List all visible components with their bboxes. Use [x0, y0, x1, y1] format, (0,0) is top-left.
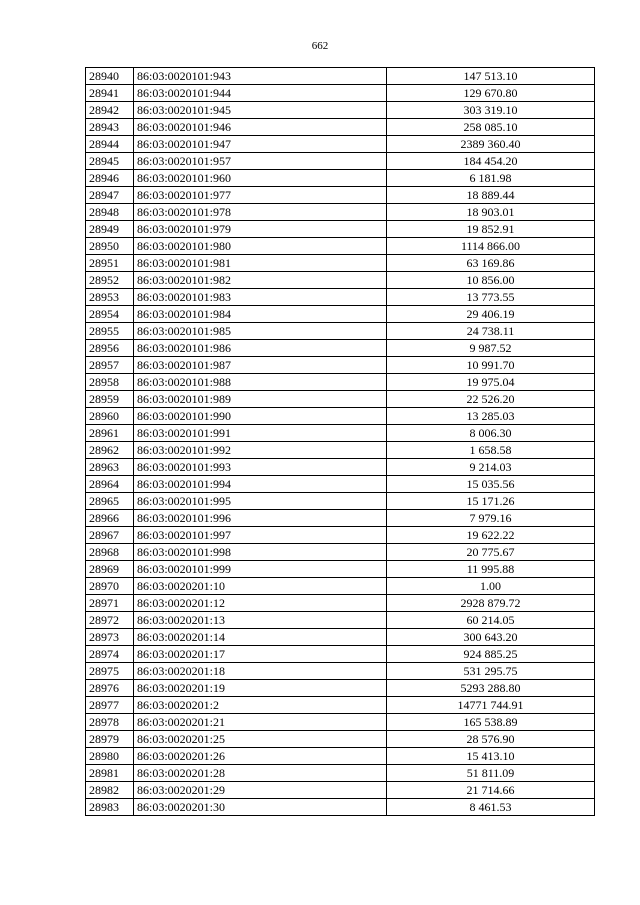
table-row	[86, 425, 595, 442]
cadastral-number: 86:03:0020101:989	[134, 391, 387, 408]
cadastral-value: 11 995.88	[387, 561, 595, 578]
table-row	[86, 221, 595, 238]
cadastral-value: 8 006.30	[387, 425, 595, 442]
table-row	[86, 527, 595, 544]
row-number: 28976	[86, 680, 134, 697]
row-number: 28944	[86, 136, 134, 153]
cadastral-number: 86:03:0020201:2	[134, 697, 387, 714]
cadastral-value: 147 513.10	[387, 68, 595, 85]
row-number: 28964	[86, 476, 134, 493]
row-number: 28948	[86, 204, 134, 221]
table-row	[86, 646, 595, 663]
cadastral-value: 258 085.10	[387, 119, 595, 136]
cadastral-value: 924 885.25	[387, 646, 595, 663]
row-number: 28966	[86, 510, 134, 527]
row-number: 28951	[86, 255, 134, 272]
row-number: 28947	[86, 187, 134, 204]
row-number: 28968	[86, 544, 134, 561]
cadastral-value: 21 714.66	[387, 782, 595, 799]
cadastral-number: 86:03:0020101:994	[134, 476, 387, 493]
table-row	[86, 153, 595, 170]
cadastral-value: 24 738.11	[387, 323, 595, 340]
table-row	[86, 578, 595, 595]
row-number: 28980	[86, 748, 134, 765]
cadastral-value: 13 773.55	[387, 289, 595, 306]
table-row	[86, 391, 595, 408]
cadastral-number: 86:03:0020101:946	[134, 119, 387, 136]
cadastral-value: 303 319.10	[387, 102, 595, 119]
table-row	[86, 714, 595, 731]
row-number: 28977	[86, 697, 134, 714]
cadastral-number: 86:03:0020101:943	[134, 68, 387, 85]
cadastral-number: 86:03:0020101:978	[134, 204, 387, 221]
table-row	[86, 289, 595, 306]
table-row	[86, 408, 595, 425]
cadastral-value: 20 775.67	[387, 544, 595, 561]
table-row	[86, 323, 595, 340]
cadastral-number: 86:03:0020201:12	[134, 595, 387, 612]
table-row	[86, 459, 595, 476]
cadastral-number: 86:03:0020101:979	[134, 221, 387, 238]
cadastral-value: 10 856.00	[387, 272, 595, 289]
row-number: 28961	[86, 425, 134, 442]
cadastral-value: 51 811.09	[387, 765, 595, 782]
cadastral-number: 86:03:0020101:995	[134, 493, 387, 510]
table-row	[86, 595, 595, 612]
cadastral-number: 86:03:0020101:982	[134, 272, 387, 289]
cadastral-number: 86:03:0020201:30	[134, 799, 387, 816]
table-row	[86, 187, 595, 204]
table-row	[86, 170, 595, 187]
cadastral-number: 86:03:0020101:987	[134, 357, 387, 374]
cadastral-number: 86:03:0020101:993	[134, 459, 387, 476]
table-row	[86, 85, 595, 102]
table-row	[86, 136, 595, 153]
table-row	[86, 799, 595, 816]
table-row	[86, 748, 595, 765]
row-number: 28957	[86, 357, 134, 374]
table-row	[86, 119, 595, 136]
cadastral-value: 29 406.19	[387, 306, 595, 323]
table-row	[86, 544, 595, 561]
row-number: 28974	[86, 646, 134, 663]
cadastral-value: 13 285.03	[387, 408, 595, 425]
cadastral-number: 86:03:0020101:947	[134, 136, 387, 153]
table-row	[86, 561, 595, 578]
cadastral-value: 18 903.01	[387, 204, 595, 221]
row-number: 28941	[86, 85, 134, 102]
row-number: 28952	[86, 272, 134, 289]
cadastral-number: 86:03:0020101:984	[134, 306, 387, 323]
table-row	[86, 765, 595, 782]
row-number: 28940	[86, 68, 134, 85]
cadastral-number: 86:03:0020101:988	[134, 374, 387, 391]
row-number: 28955	[86, 323, 134, 340]
cadastral-value: 15 171.26	[387, 493, 595, 510]
cadastral-value: 5293 288.80	[387, 680, 595, 697]
table-row	[86, 476, 595, 493]
cadastral-value-table	[85, 67, 595, 816]
row-number: 28971	[86, 595, 134, 612]
cadastral-number: 86:03:0020101:985	[134, 323, 387, 340]
cadastral-number: 86:03:0020101:977	[134, 187, 387, 204]
row-number: 28949	[86, 221, 134, 238]
cadastral-value: 15 035.56	[387, 476, 595, 493]
cadastral-value: 14771 744.91	[387, 697, 595, 714]
cadastral-value: 1 658.58	[387, 442, 595, 459]
cadastral-number: 86:03:0020101:992	[134, 442, 387, 459]
cadastral-number: 86:03:0020201:28	[134, 765, 387, 782]
row-number: 28954	[86, 306, 134, 323]
cadastral-number: 86:03:0020101:990	[134, 408, 387, 425]
table-row	[86, 731, 595, 748]
row-number: 28950	[86, 238, 134, 255]
cadastral-number: 86:03:0020201:21	[134, 714, 387, 731]
cadastral-number: 86:03:0020101:981	[134, 255, 387, 272]
cadastral-value: 2389 360.40	[387, 136, 595, 153]
row-number: 28970	[86, 578, 134, 595]
row-number: 28969	[86, 561, 134, 578]
row-number: 28972	[86, 612, 134, 629]
cadastral-value: 184 454.20	[387, 153, 595, 170]
table-row	[86, 238, 595, 255]
table-row	[86, 255, 595, 272]
table-row	[86, 340, 595, 357]
cadastral-value: 19 852.91	[387, 221, 595, 238]
table-row	[86, 102, 595, 119]
cadastral-value: 2928 879.72	[387, 595, 595, 612]
cadastral-value: 8 461.53	[387, 799, 595, 816]
row-number: 28956	[86, 340, 134, 357]
table-row	[86, 510, 595, 527]
cadastral-number: 86:03:0020101:957	[134, 153, 387, 170]
cadastral-value: 10 991.70	[387, 357, 595, 374]
cadastral-value: 19 622.22	[387, 527, 595, 544]
row-number: 28963	[86, 459, 134, 476]
cadastral-number: 86:03:0020201:10	[134, 578, 387, 595]
cadastral-number: 86:03:0020101:986	[134, 340, 387, 357]
cadastral-value: 129 670.80	[387, 85, 595, 102]
table-row	[86, 680, 595, 697]
row-number: 28978	[86, 714, 134, 731]
cadastral-value: 19 975.04	[387, 374, 595, 391]
cadastral-number: 86:03:0020101:980	[134, 238, 387, 255]
row-number: 28967	[86, 527, 134, 544]
row-number: 28960	[86, 408, 134, 425]
row-number: 28945	[86, 153, 134, 170]
table-row	[86, 306, 595, 323]
table-row	[86, 663, 595, 680]
cadastral-number: 86:03:0020101:960	[134, 170, 387, 187]
cadastral-number: 86:03:0020101:945	[134, 102, 387, 119]
table-row	[86, 204, 595, 221]
cadastral-value: 1.00	[387, 578, 595, 595]
cadastral-value: 15 413.10	[387, 748, 595, 765]
table-row	[86, 697, 595, 714]
cadastral-value: 531 295.75	[387, 663, 595, 680]
cadastral-number: 86:03:0020201:25	[134, 731, 387, 748]
cadastral-value: 9 214.03	[387, 459, 595, 476]
table-row	[86, 629, 595, 646]
row-number: 28962	[86, 442, 134, 459]
table-body	[86, 68, 595, 816]
cadastral-number: 86:03:0020101:998	[134, 544, 387, 561]
table-row	[86, 612, 595, 629]
cadastral-number: 86:03:0020101:999	[134, 561, 387, 578]
row-number: 28981	[86, 765, 134, 782]
row-number: 28965	[86, 493, 134, 510]
cadastral-value: 9 987.52	[387, 340, 595, 357]
row-number: 28983	[86, 799, 134, 816]
cadastral-value: 6 181.98	[387, 170, 595, 187]
cadastral-number: 86:03:0020101:991	[134, 425, 387, 442]
cadastral-value: 22 526.20	[387, 391, 595, 408]
cadastral-number: 86:03:0020201:26	[134, 748, 387, 765]
row-number: 28979	[86, 731, 134, 748]
row-number: 28953	[86, 289, 134, 306]
table-row	[86, 68, 595, 85]
row-number: 28973	[86, 629, 134, 646]
cadastral-number: 86:03:0020101:983	[134, 289, 387, 306]
cadastral-number: 86:03:0020201:14	[134, 629, 387, 646]
row-number: 28975	[86, 663, 134, 680]
table-row	[86, 272, 595, 289]
cadastral-value: 165 538.89	[387, 714, 595, 731]
table-row	[86, 442, 595, 459]
cadastral-value: 1114 866.00	[387, 238, 595, 255]
cadastral-value: 7 979.16	[387, 510, 595, 527]
row-number: 28982	[86, 782, 134, 799]
cadastral-number: 86:03:0020201:17	[134, 646, 387, 663]
cadastral-number: 86:03:0020101:997	[134, 527, 387, 544]
cadastral-value: 28 576.90	[387, 731, 595, 748]
row-number: 28942	[86, 102, 134, 119]
row-number: 28959	[86, 391, 134, 408]
row-number: 28943	[86, 119, 134, 136]
table-row	[86, 493, 595, 510]
cadastral-value: 60 214.05	[387, 612, 595, 629]
cadastral-value: 300 643.20	[387, 629, 595, 646]
table-row	[86, 357, 595, 374]
cadastral-number: 86:03:0020201:13	[134, 612, 387, 629]
cadastral-number: 86:03:0020101:996	[134, 510, 387, 527]
cadastral-value: 18 889.44	[387, 187, 595, 204]
row-number: 28958	[86, 374, 134, 391]
cadastral-number: 86:03:0020101:944	[134, 85, 387, 102]
cadastral-number: 86:03:0020201:29	[134, 782, 387, 799]
cadastral-number: 86:03:0020201:18	[134, 663, 387, 680]
cadastral-value: 63 169.86	[387, 255, 595, 272]
cadastral-number: 86:03:0020201:19	[134, 680, 387, 697]
page-number: 662	[311, 40, 329, 52]
row-number: 28946	[86, 170, 134, 187]
table-row	[86, 374, 595, 391]
table-row	[86, 782, 595, 799]
